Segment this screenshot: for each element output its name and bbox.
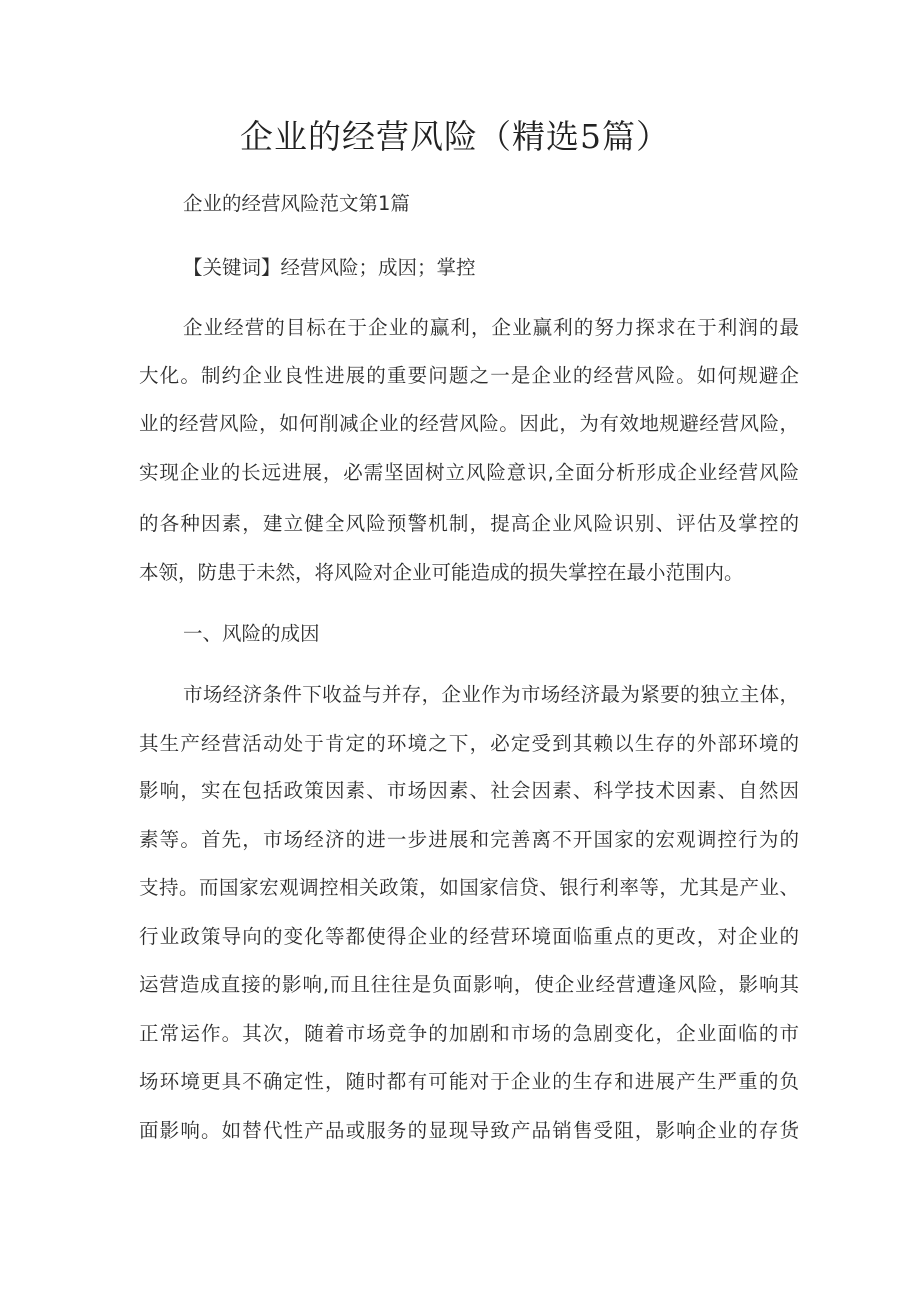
paragraph-line: 场环境更具不确定性，随时都有可能对于企业的生存和进展产生严重的负 [139, 1070, 799, 1093]
paragraph-line: 其生产经营活动处于肯定的环境之下，必定受到其赖以生存的外部环境的 [139, 732, 799, 755]
paragraph-line: 大化。制约企业良性进展的重要问题之一是企业的经营风险。如何规避企 [139, 364, 799, 387]
paragraph-line: 正常运作。其次，随着市场竞争的加剧和市场的急剧变化，企业面临的市 [139, 1022, 799, 1045]
paragraph-line: 本领，防患于未然，将风险对企业可能造成的损失掌控在最小范围内。 [139, 561, 744, 584]
paragraph-line: 企业经营的目标在于企业的赢利，企业赢利的努力探求在于利润的最 [183, 316, 799, 339]
paragraph-line: 实现企业的长远进展，必需坚固树立风险意识,全面分析形成企业经营风险 [139, 461, 799, 484]
paragraph-line: 的各种因素，建立健全风险预警机制，提高企业风险识别、评估及掌控的 [139, 512, 799, 535]
paragraph-line: 行业政策导向的变化等都使得企业的经营环境面临重点的更改，对企业的 [139, 925, 799, 948]
paragraph-line: 市场经济条件下收益与并存，企业作为市场经济最为紧要的独立主体， [183, 683, 799, 706]
section-heading: 一、风险的成因 [183, 622, 320, 645]
keywords-line: 【关键词】经营风险；成因；掌控 [183, 256, 476, 279]
paragraph-line: 面影响。如替代性产品或服务的显现导致产品销售受阻，影响企业的存货 [139, 1119, 799, 1142]
paragraph-line: 素等。首先，市场经济的进一步进展和完善离不开国家的宏观调控行为的 [139, 828, 799, 851]
article-subtitle: 企业的经营风险范文第1篇 [183, 192, 410, 215]
paragraph-line: 影响，实在包括政策因素、市场因素、社会因素、科学技术因素、自然因 [139, 779, 799, 802]
paragraph-line: 运营造成直接的影响,而且往往是负面影响，使企业经营遭逢风险，影响其 [139, 973, 799, 996]
paragraph-line: 支持。而国家宏观调控相关政策，如国家信贷、银行利率等，尤其是产业、 [139, 876, 799, 899]
document-title: 企业的经营风险（精选5篇） [240, 117, 670, 156]
paragraph-line: 业的经营风险，如何削减企业的经营风险。因此，为有效地规避经营风险， [139, 412, 799, 435]
